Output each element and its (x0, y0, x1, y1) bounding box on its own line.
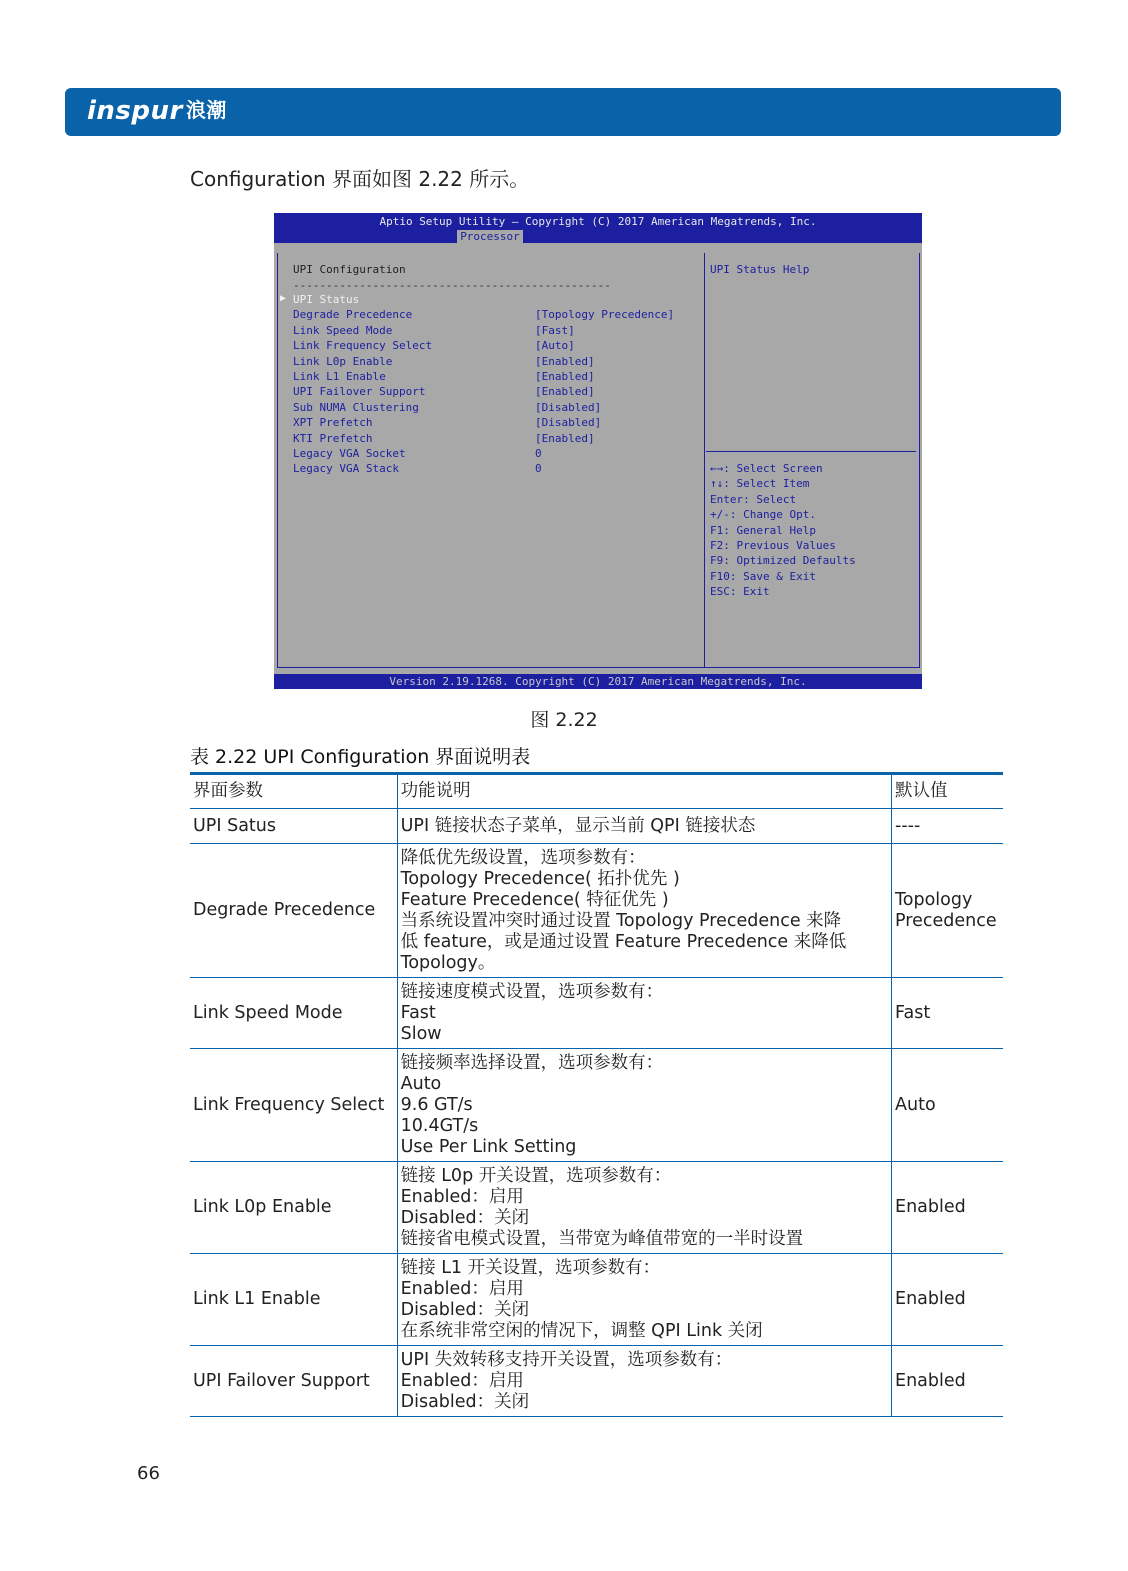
bios-separator: ------------------------------------------------ (293, 279, 611, 292)
desc-line: 9.6 GT/s (400, 1094, 473, 1115)
desc-line: Feature Precedence( 特征优先 ) (400, 889, 669, 910)
intro-text: Configuration 界面如图 2.22 所示。 (190, 167, 530, 191)
desc-line: 降低优先级设置，选项参数有： (400, 847, 646, 868)
default-cell: Topology Precedence (892, 844, 1003, 978)
bios-key-hint: F2: Previous Values (710, 539, 836, 553)
desc-cell (397, 1346, 891, 1417)
table-header-row (190, 774, 1003, 809)
header-param: 界面参数 (190, 774, 397, 809)
default-cell: Auto (892, 1049, 1003, 1162)
desc-line: Topology Precedence( 拓扑优先 ) (400, 868, 680, 889)
default-cell: Fast (892, 978, 1003, 1049)
desc-line: Enabled：启用 (400, 1278, 524, 1299)
bios-screenshot (274, 213, 922, 689)
bios-key-hint: ←→: Select Screen (710, 462, 823, 475)
desc-line: 链接频率选择设置，选项参数有： (400, 1052, 664, 1073)
bios-item-label[interactable]: Legacy VGA Stack (293, 462, 399, 476)
bios-divider (704, 253, 705, 668)
desc-line: 在系统非常空闲的情况下，调整 QPI Link 关闭 (400, 1320, 763, 1341)
table-row (190, 1049, 1003, 1162)
desc-line: Enabled：启用 (400, 1186, 524, 1207)
bios-item-label[interactable]: UPI Status (293, 293, 360, 306)
default-cell: Enabled (892, 1254, 1003, 1346)
default-cell: Enabled (892, 1346, 1003, 1417)
bios-key-hint: F1: General Help (710, 523, 816, 537)
desc-cell (397, 1254, 891, 1346)
desc-line: UPI 链接状态子菜单，显示当前 QPI 链接状态 (400, 815, 756, 836)
bios-item-value[interactable]: [Enabled] (535, 370, 595, 383)
table-title: 表 2.22 UPI Configuration 界面说明表 (190, 746, 531, 768)
desc-line: Auto (400, 1073, 442, 1094)
bios-item-value[interactable]: [Enabled] (535, 385, 595, 399)
default-cell: Enabled (892, 1162, 1003, 1254)
param-cell: Link Frequency Select (190, 1049, 397, 1162)
param-cell: Link L1 Enable (190, 1254, 397, 1346)
desc-line: UPI 失效转移支持开关设置，选项参数有： (400, 1349, 733, 1370)
bios-help-title: UPI Status Help (710, 263, 810, 276)
logo-text: inspur (87, 96, 183, 126)
bios-item-value[interactable]: 0 (535, 447, 542, 460)
bios-key-hint: Enter: Select (710, 492, 797, 506)
bios-item-value[interactable]: [Disabled] (535, 400, 602, 414)
table-row (190, 809, 1003, 844)
desc-line: Slow (400, 1023, 442, 1044)
desc-line: 链接 L0p 开关设置，选项参数有： (400, 1165, 672, 1186)
bios-key-hint: +/-: Change Opt. (710, 508, 816, 522)
inspur-logo (87, 96, 227, 126)
desc-cell (397, 844, 891, 978)
desc-line: Disabled：关闭 (400, 1207, 530, 1228)
header-bar (65, 88, 1061, 136)
table-row (190, 844, 1003, 978)
table-row (190, 1254, 1003, 1346)
bios-title-bar (274, 213, 922, 243)
desc-line: 10.4GT/s (400, 1115, 479, 1136)
bios-item-label[interactable]: Link Speed Mode (293, 323, 393, 337)
bios-key-hint: ESC: Exit (710, 585, 770, 599)
bios-item-value[interactable]: [Disabled] (535, 416, 602, 430)
bios-item-label[interactable]: XPT Prefetch (293, 416, 373, 430)
bios-item-label[interactable]: Link L0p Enable (293, 354, 393, 368)
desc-line: 低 feature，或是通过设置 Feature Precedence 来降低 (400, 931, 847, 952)
desc-cell (397, 809, 891, 844)
param-cell: UPI Failover Support (190, 1346, 397, 1417)
bios-item-label[interactable]: Legacy VGA Socket (293, 447, 406, 460)
bios-item-value[interactable]: [Fast] (535, 323, 575, 337)
desc-cell (397, 978, 891, 1049)
default-cell: ---- (892, 809, 1003, 844)
bios-item-value[interactable]: [Topology Precedence] (535, 308, 675, 322)
bios-key-hint: F9: Optimized Defaults (710, 554, 856, 568)
bios-item-value[interactable]: [Enabled] (535, 431, 595, 445)
bios-heading: UPI Configuration (293, 263, 406, 276)
desc-line: Fast (400, 1002, 436, 1023)
desc-line: Disabled：关闭 (400, 1299, 530, 1320)
param-cell: Degrade Precedence (190, 844, 397, 978)
desc-line: Enabled：启用 (400, 1370, 524, 1391)
bios-item-label[interactable]: Sub NUMA Clustering (293, 400, 419, 414)
param-cell: Link L0p Enable (190, 1162, 397, 1254)
table-row (190, 978, 1003, 1049)
bios-key-hint: ↑↓: Select Item (710, 477, 810, 491)
bios-item-value[interactable]: 0 (535, 462, 542, 476)
bios-tab-processor: Processor (457, 230, 523, 243)
desc-line: 链接速度模式设置，选项参数有： (400, 981, 664, 1002)
desc-line: 链接 L1 开关设置，选项参数有： (400, 1257, 661, 1278)
desc-line: 链接省电模式设置，当带宽为峰值带宽的一半时设置 (400, 1228, 804, 1249)
bios-title: Aptio Setup Utility – Copyright (C) 2017 American Megatrends, Inc. (379, 215, 817, 228)
header-desc: 功能说明 (397, 774, 891, 809)
config-table (190, 772, 1003, 1417)
figure-caption: 图 2.22 (530, 709, 598, 731)
table-row (190, 1162, 1003, 1254)
bios-footer: Version 2.19.1268. Copyright (C) 2017 American Megatrends, Inc. (274, 674, 922, 689)
desc-line: Topology。 (400, 952, 496, 973)
bios-key-hint: F10: Save & Exit (710, 569, 816, 583)
desc-cell (397, 1162, 891, 1254)
desc-line: 当系统设置冲突时通过设置 Topology Precedence 来降 (400, 910, 842, 931)
logo-cn-text: 浪潮 (185, 98, 227, 122)
bios-item-label[interactable]: Degrade Precedence (293, 308, 413, 322)
param-cell: UPI Satus (190, 809, 397, 844)
bios-item-value[interactable]: [Enabled] (535, 354, 595, 368)
bios-item-value[interactable]: [Auto] (535, 339, 575, 353)
desc-line: Use Per Link Setting (400, 1136, 577, 1157)
page-number: 66 (137, 1463, 160, 1484)
desc-line: Disabled：关闭 (400, 1391, 530, 1412)
submenu-arrow-icon: ▶ (280, 293, 287, 304)
param-cell: Link Speed Mode (190, 978, 397, 1049)
bios-item-label[interactable]: Link L1 Enable (293, 370, 386, 383)
bios-item-label[interactable]: UPI Failover Support (293, 385, 426, 399)
bios-item-label[interactable]: Link Frequency Select (293, 339, 433, 353)
desc-cell (397, 1049, 891, 1162)
table-row (190, 1346, 1003, 1417)
header-default: 默认值 (892, 774, 1003, 809)
bios-item-label[interactable]: KTI Prefetch (293, 431, 373, 445)
bios-key-legend (710, 461, 856, 600)
bios-help-separator (706, 451, 916, 452)
